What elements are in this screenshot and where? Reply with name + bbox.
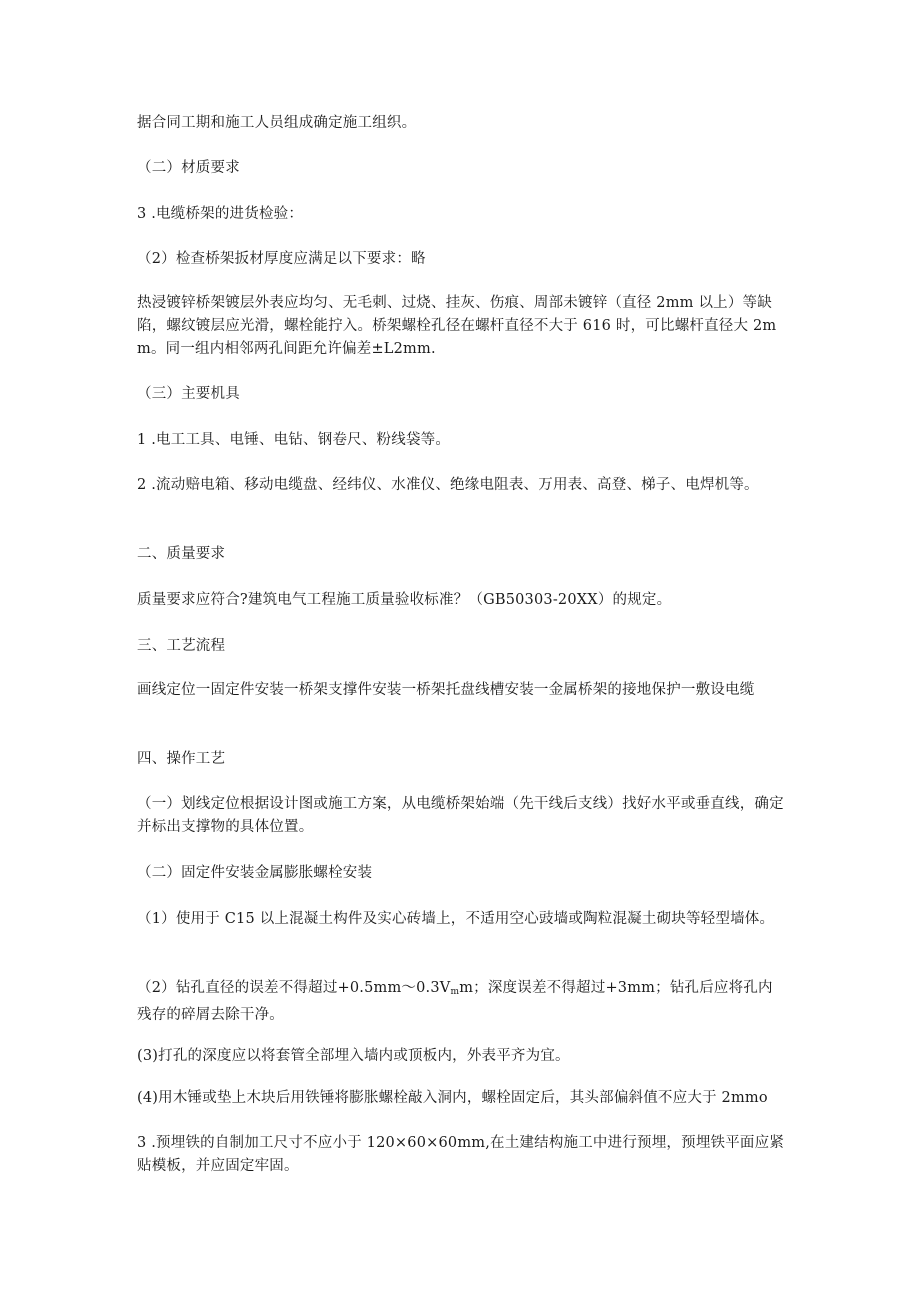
paragraph-item-2-drilling — [137, 977, 787, 1027]
list-item-2-equipment: 2 .流动赔电箱、移动电缆盘、经纬仪、水准仪、绝缘电阻表、万用表、高登、梯子、电焊机等。 — [137, 477, 759, 493]
paragraph-1: 据合同工期和施工人员组成确定施工组织。 — [137, 115, 417, 131]
section-heading-process: 三、工艺流程 — [137, 638, 226, 654]
paragraph-item-1-usage: （1）使用于 C15 以上混凝土构件及实心砖墙上，不适用空心豉墙或陶粒混凝土砌块等轻型墙体。 — [137, 911, 775, 927]
paragraph-galvanizing: 热浸镀锌桥架镀层外表应均匀、无毛刺、过烧、挂灰、伤痕、周部未镀锌（直径 2mm 以上）等缺陷，螺纹镀层应光滑，螺栓能拧入。桥架螺栓孔径在螺杆直径不大于 616 时，可比螺杆直径大 2mm。同一组内相邻两孔间距允许偏差±L2mm. — [137, 295, 777, 357]
paragraph-plate-thickness: （2）检查桥架扳材厚度应满足以下要求：略 — [137, 251, 426, 267]
section-heading-operation: 四、操作工艺 — [137, 751, 226, 767]
list-item-3-cable-tray-inspection: 3 .电缆桥架的进货检验： — [137, 206, 304, 222]
drilling-subscript: m — [450, 987, 460, 997]
paragraph-marking: （一）划线定位根据设计图或施工方案，从电缆桥架始端（先干线后支线）找好水平或垂直线，确定并标出支撑物的具体位置。 — [137, 796, 784, 835]
section-heading-tools: （三）主要机具 — [137, 386, 240, 402]
paragraph-process-flow: 画线定位一固定件安装一桥架支撑件安装一桥架托盘线槽安装一金属桥架的接地保护一敷设电缆 — [137, 682, 755, 698]
paragraph-item-4-hammer: (4)用木锤或垫上木块后用铁锤将膨胀螺栓敲入洞内，螺栓固定后，其头部偏斜值不应大于 2mmo — [137, 1090, 768, 1106]
paragraph-item-3-depth: (3)打孔的深度应以将套管全部埋入墙内或顶板内，外表平齐为宜。 — [137, 1048, 570, 1064]
list-item-3-embedded-iron: 3 .预埋铁的自制加工尺寸不应小于 120×60×60mm,在土建结构施工中进行预埋，预埋铁平面应紧贴模板，并应固定牢固。 — [137, 1135, 785, 1174]
paragraph-quality-standard: 质量要求应符合?建筑电气工程施工质量验收标准？（GB50303-20XX）的规定。 — [137, 592, 672, 608]
list-item-1-tools: 1 .电工工具、电锤、电钻、钢卷尺、粉线袋等。 — [137, 432, 451, 448]
paragraph-fixing-install: （二）固定件安装金属膨胀螺栓安装 — [137, 865, 373, 881]
drilling-text-before: （2）钻孔直径的误差不得超过+0.5mm～0.3V — [137, 980, 451, 996]
section-heading-material: （二）材质要求 — [137, 160, 240, 176]
drilling-text-after: m；深度误差不得超过+3mm；钻孔后应将孔内残存的碎屑去除干净。 — [137, 980, 773, 1023]
section-heading-quality: 二、质量要求 — [137, 546, 226, 562]
